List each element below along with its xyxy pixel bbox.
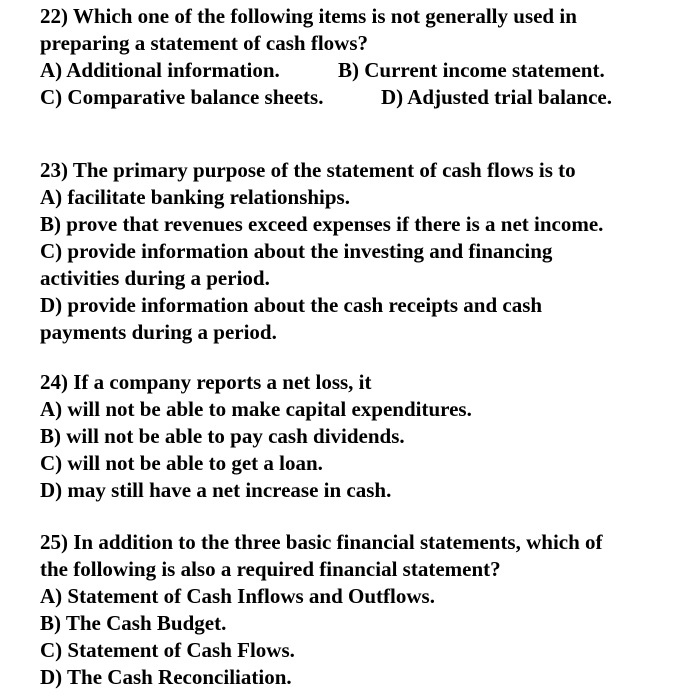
question-23-stem: 23) The primary purpose of the statement of cash flows is to — [40, 158, 576, 182]
question-22-stem-line-2: preparing a statement of cash flows? — [40, 31, 369, 55]
question-23-option-b: B) prove that revenues exceed expenses if there is a net income. — [40, 212, 604, 236]
question-24-option-c: C) will not be able to get a loan. — [40, 451, 323, 475]
question-24-option-b: B) will not be able to pay cash dividends. — [40, 424, 405, 448]
question-23-option-d-line-2: payments during a period. — [40, 320, 277, 344]
question-23-option-a: A) facilitate banking relationships. — [40, 185, 350, 209]
question-22 — [40, 3, 680, 111]
question-25-option-a: A) Statement of Cash Inflows and Outflows. — [40, 584, 435, 608]
question-24-stem: 24) If a company reports a net loss, it — [40, 370, 372, 394]
question-23-option-c-line-1: C) provide information about the investing and financing — [40, 239, 553, 263]
question-22-option-b: B) Current income statement. — [338, 58, 605, 82]
question-25-stem-line-1: 25) In addition to the three basic financial statements, which of — [40, 530, 603, 554]
question-24 — [40, 369, 680, 504]
question-25-option-d: D) The Cash Reconciliation. — [40, 665, 292, 689]
question-23 — [40, 157, 680, 346]
question-24-option-a: A) will not be able to make capital expenditures. — [40, 397, 472, 421]
question-23-option-c-line-2: activities during a period. — [40, 266, 270, 290]
question-25-option-c: C) Statement of Cash Flows. — [40, 638, 295, 662]
question-25-option-b: B) The Cash Budget. — [40, 611, 227, 635]
question-22-options-row-1 — [40, 57, 680, 84]
question-22-options-row-2 — [40, 84, 680, 111]
question-24-option-d: D) may still have a net increase in cash. — [40, 478, 392, 502]
question-25 — [40, 529, 680, 691]
question-22-option-c: C) Comparative balance sheets. — [40, 85, 324, 109]
question-22-option-d: D) Adjusted trial balance. — [381, 85, 612, 109]
question-25-stem-line-2: the following is also a required financial statement? — [40, 557, 501, 581]
question-22-stem-line-1: 22) Which one of the following items is not generally used in — [40, 4, 577, 28]
question-22-option-a: A) Additional information. — [40, 58, 280, 82]
question-23-option-d-line-1: D) provide information about the cash receipts and cash — [40, 293, 543, 317]
